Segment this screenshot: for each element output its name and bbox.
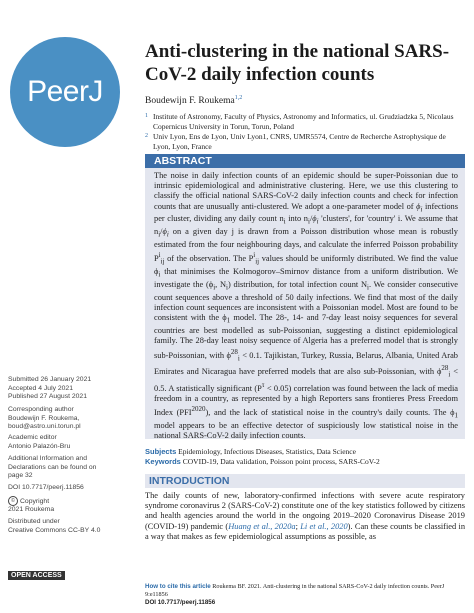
- cite-text: Roukema BF. 2021. Anti-clustering in the national SARS-CoV-2 daily infection counts. PeerJ 9:e11856: [145, 583, 445, 598]
- peerj-logo: PeerJ: [10, 37, 120, 147]
- additional-info-link[interactable]: page 32: [8, 472, 33, 479]
- author-affil-sup: 1,2: [234, 95, 243, 101]
- author-name[interactable]: Boudewijn F. Roukema: [145, 96, 235, 107]
- additional-info-block: [8, 455, 136, 481]
- subjects-label: Subjects: [145, 447, 177, 456]
- copyright-holder: 2021 Roukema: [8, 506, 55, 514]
- copyright-block: [8, 496, 136, 515]
- corresponding-author-name: Boudewijn F. Roukema,: [8, 414, 80, 422]
- keywords-label: Keywords: [145, 457, 181, 466]
- cite-label: How to cite this article: [145, 583, 211, 590]
- affiliation-item: [145, 132, 465, 151]
- introduction-text: The daily counts of new, laboratory-confirmed infections with severe acute respiratory syndrome coronavirus 2 (SARS-CoV-2) constitute one of the key statistics followed by citizens and health agencies around the world in the ongoing 2019–2020 Coronavirus Disease 2019 (COVID-19) pandemic (Huang et al., 2020a; Li et al., 2020). Can these counts be classified in a way that makes as few epidemiological assumptions as possible, as: [145, 491, 466, 541]
- introduction-heading: INTRODUCTION: [145, 474, 465, 488]
- affiliation-number: 2: [145, 133, 148, 139]
- academic-editor-label: Academic editor: [8, 434, 57, 441]
- accepted-date: Accepted 4 July 2021: [8, 384, 73, 392]
- author-line: [145, 95, 242, 106]
- submitted-date: Submitted 26 January 2021: [8, 376, 92, 383]
- affiliation-item: [145, 112, 465, 131]
- doi-line[interactable]: DOI 10.7717/peerj.11856: [8, 484, 84, 491]
- citation-link[interactable]: Li et al., 2020: [300, 521, 348, 531]
- corresponding-author-label: Corresponding author: [8, 406, 74, 413]
- additional-info-line: Declarations can be found on: [8, 463, 97, 471]
- citation-link[interactable]: Huang et al., 2020a: [228, 521, 296, 531]
- abstract-heading: ABSTRACT: [145, 154, 465, 168]
- keywords-list[interactable]: COVID-19, Data validation, Poisson point process, SARS-CoV-2: [182, 457, 380, 466]
- footer-doi[interactable]: DOI 10.7717/peerj.11856: [145, 599, 216, 606]
- dates-block: [8, 376, 136, 402]
- license-link[interactable]: Creative Commons CC-BY 4.0: [8, 526, 101, 534]
- published-date: Published 27 August 2021: [8, 393, 87, 400]
- paper-title: Anti-clustering in the national SARS-CoV-2 daily infection counts: [145, 41, 450, 85]
- open-access-badge: OPEN ACCESS: [8, 571, 65, 580]
- affiliations: [145, 112, 465, 152]
- license-block: [8, 518, 136, 535]
- additional-info-line: Additional Information and: [8, 455, 87, 462]
- license-label: Distributed under: [8, 518, 60, 525]
- corresponding-author-block: [8, 406, 136, 432]
- keywords-block: [145, 447, 465, 467]
- academic-editor-block: [8, 434, 136, 451]
- subjects-list[interactable]: Epidemiology, Infectious Diseases, Statistics, Data Science: [178, 447, 356, 456]
- academic-editor-name: Antonio Palazón-Bru: [8, 442, 71, 450]
- footer-citation: [145, 583, 465, 607]
- copyright-label: Copyright: [20, 497, 50, 505]
- corresponding-author-email[interactable]: boud@astro.uni.torun.pl: [8, 423, 81, 430]
- affiliation-number: 1: [145, 113, 148, 119]
- abstract-text: The noise in daily infection counts of an epidemic should be super-Poissonian due to intrinsic epidemiological and administrative clustering. Here, we use this clustering to classify the official national SARS-CoV-2 daily infection counts and check for infection counts that are unusually anti-clustered. We adopt a one-parameter model of $\phi_i$ infections per cluster, dividing any daily count $n_i$ into $n_i/\phi_i$ 'clusters', for 'country' i. We assume that $n_i/\phi_i$ on a given day j is drawn from a Poisson distribution whose mean is robustly estimated from the four neighbouring days, and calculate the inferred Poisson probability $P^i_{ij}$ of the observation. The $P^i_{ij}$ values should be uniformly distributed. We find the value $\phi_i$ that minimises the Kolmogorov–Smirnov distance from a uniform distribution. We investigate the ($\phi_i$, $N_i$) distribution, for total infection count $N_i$. We consider consecutive count sequences above a threshold of 50 daily infections. We find that most of the daily infection count sequences are inconsistent with a Poissonian model. Most are found to be consistent with the $\phi_1$ model. The 28-, 14- and 7-day least noisy sequences for several countries are best modelled as sub-Poissonian, suggesting a distinct epidemiological family. The 28-day least noisy sequence of Algeria has a preferred model that is strongly sub-Poissonian, with $\phi^{28}_i < 0.1$. Tajikistan, Turkey, Russia, Belarus, Albania, United Arab Emirates and Nicaragua have preferred models that are also sub-Poissonian, with $\phi^{28}_i < 0.5$. A statistically significant $(P^\tau < 0.05)$ correlation was found between the lack of media freedom in a country, as represented by a high Reporters sans frontieres Press Freedom Index $(PFI^{2020})$, and the lack of statistical noise in the country's daily counts. The $\phi_1$ model appears to be an effective detector of suspiciously low statistical noise in the national SARS-CoV-2 daily infection counts.: [154, 171, 459, 440]
- abstract-box: [145, 154, 465, 439]
- copyright-icon: ©: [8, 496, 18, 506]
- affiliation-text: Univ Lyon, Ens de Lyon, Univ Lyon1, CNRS, UMR5574, Centre de Recherche Astrophysique de Lyon, Lyon, France: [153, 132, 446, 151]
- affiliation-text: Institute of Astronomy, Faculty of Physics, Astronomy and Informatics, ul. Grudziadzka 5, Nicolaus Copernicus University in Torun, Torun, Poland: [153, 112, 454, 131]
